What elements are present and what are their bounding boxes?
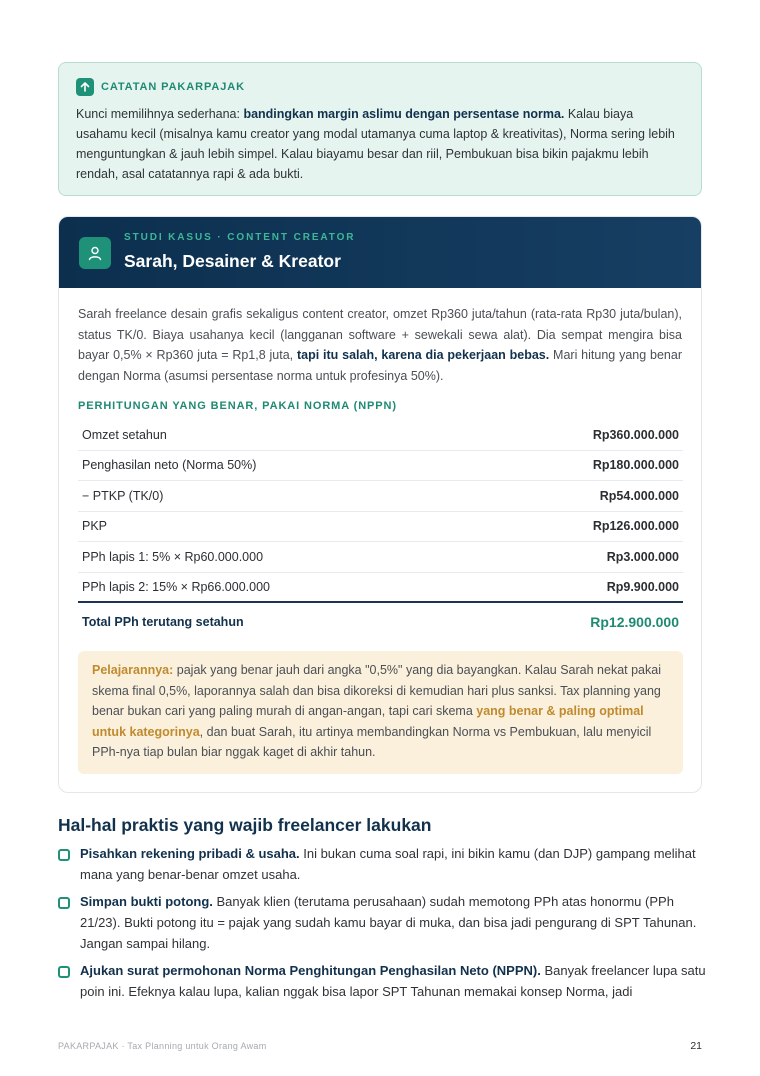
checkbox-icon — [58, 966, 70, 978]
lesson-highlight: yang benar & paling optimal untuk kategorinya — [92, 704, 644, 739]
table-row — [78, 420, 683, 451]
table-row — [78, 451, 683, 482]
user-icon — [79, 237, 111, 269]
tip-heading: Ajukan surat permohonan Norma Penghitungan Penghasilan Neto (NPPN). — [80, 963, 541, 978]
row-label: − PTKP (TK/0) — [82, 488, 164, 503]
table-row — [78, 573, 683, 604]
section-title: Hal-hal praktis yang wajib freelancer lakukan — [58, 815, 432, 835]
row-value: Rp360.000.000 — [592, 427, 679, 442]
row-label: PPh lapis 2: 15% × Rp66.000.000 — [82, 579, 270, 594]
row-label: Omzet setahun — [82, 427, 167, 442]
table-row — [78, 512, 683, 543]
row-label: Penghasilan neto (Norma 50%) — [82, 458, 257, 473]
row-label: PKP — [82, 519, 108, 534]
table-row — [78, 542, 683, 573]
case-study-intro-highlight: tapi itu salah, karena dia pekerjaan bebas. — [296, 348, 550, 362]
row-value: Rp3.000.000 — [606, 549, 679, 564]
note-body-highlight: bandingkan margin aslimu dengan persentase norma. — [243, 107, 565, 121]
list-item: Pisahkan rekening pribadi & usaha. Ini bukan cuma soal rapi, ini bikin kamu (dan DJP) gampang melihat mana yang benar-benar omzet usaha. — [58, 843, 708, 885]
case-study-card — [58, 216, 702, 793]
list-item: Ajukan surat permohonan Norma Penghitungan Penghasilan Neto (NPPN). Banyak freelancer lupa satu poin ini. Efeknya kalau lupa, kalian nggak bisa lapor SPT Tahunan memakai konsep Norma, jadi — [58, 960, 708, 1002]
row-value: Rp9.900.000 — [606, 579, 679, 594]
calculation-title: PERHITUNGAN YANG BENAR, PAKAI NORMA (NPPN) — [78, 400, 397, 412]
case-study-header — [59, 217, 701, 288]
lesson-lead: Pelajarannya: — [92, 663, 174, 677]
list-item: Simpan bukti potong. Banyak klien (terutama perusahaan) sudah memotong PPh atas honormu (PPh 21/23). Bukti potong itu = pajak yang sudah kamu bayar di muka, dan bisa jadi pengurang di SPT Tahunan. Jangan sampai hilang. — [58, 891, 708, 954]
note-card — [58, 62, 702, 196]
calculation-table — [78, 420, 683, 640]
row-value: Rp180.000.000 — [592, 458, 679, 473]
row-value: Rp54.000.000 — [599, 488, 679, 503]
table-row — [78, 481, 683, 512]
footer-running-title: PAKARPAJAK · Tax Planning untuk Orang Awam — [58, 1041, 267, 1051]
note-header — [76, 78, 684, 96]
note-title: CATATAN PAKARPAJAK — [101, 81, 245, 93]
case-study-intro: Sarah freelance desain grafis sekaligus content creator, omzet Rp360 juta/tahun (rata-rata Rp30 juta/bulan), status TK/0. Biaya usahanya kecil (langganan software + sewekali sewa alat). Dia sempat mengira bisa bayar 0,5% × Rp360 juta = Rp1,8 juta, tapi itu salah, karena dia pekerjaan bebas. Mari hitung yang benar dengan Norma (asumsi persentase norma untuk profesinya 50%). — [78, 307, 682, 383]
arrow-up-icon — [76, 78, 94, 96]
checkbox-icon — [58, 897, 70, 909]
case-study-body — [59, 288, 701, 774]
lesson-callout: Pelajarannya: pajak yang benar jauh dari angka "0,5%" yang dia bayangkan. Kalau Sarah nekat pakai skema final 0,5%, laporannya salah dan bisa dikoreksi di kemudian hari plus sanksi. Tax planning yang benar bukan cari yang paling murah di angan-angan, tapi cari skema yang benar & paling optimal untuk kategorinya, dan buat Sarah, itu artinya membandingkan Norma vs Pembukuan, lalu menyicil PPh-nya tiap bulan biar nggak kaget di akhir tahun. — [78, 651, 683, 774]
total-row — [78, 603, 683, 640]
case-study-title: Sarah, Desainer & Kreator — [124, 251, 341, 271]
row-label: PPh lapis 1: 5% × Rp60.000.000 — [82, 549, 264, 564]
practical-list — [58, 843, 708, 1008]
total-value: Rp12.900.000 — [590, 613, 679, 630]
checkbox-icon — [58, 849, 70, 861]
tip-heading: Simpan bukti potong. — [80, 894, 213, 909]
page-number: 21 — [690, 1040, 702, 1052]
case-study-kicker: STUDI KASUS · CONTENT CREATOR — [124, 232, 356, 243]
row-value: Rp126.000.000 — [592, 519, 679, 534]
note-body: Kunci memilihnya sederhana: bandingkan margin aslimu dengan persentase norma. Kalau biaya usahamu kecil (misalnya kamu creator yang modal utamanya cuma laptop & kreativitas), Norma sering lebih menguntungkan & jauh lebih simpel. Kalau biayamu besar dan riil, Pembukuan bisa bikin pajakmu lebih rendah, asal catatannya rapi & ada bukti. — [76, 107, 675, 181]
total-label: Total PPh terutang setahun — [82, 614, 244, 629]
tip-heading: Pisahkan rekening pribadi & usaha. — [80, 846, 300, 861]
